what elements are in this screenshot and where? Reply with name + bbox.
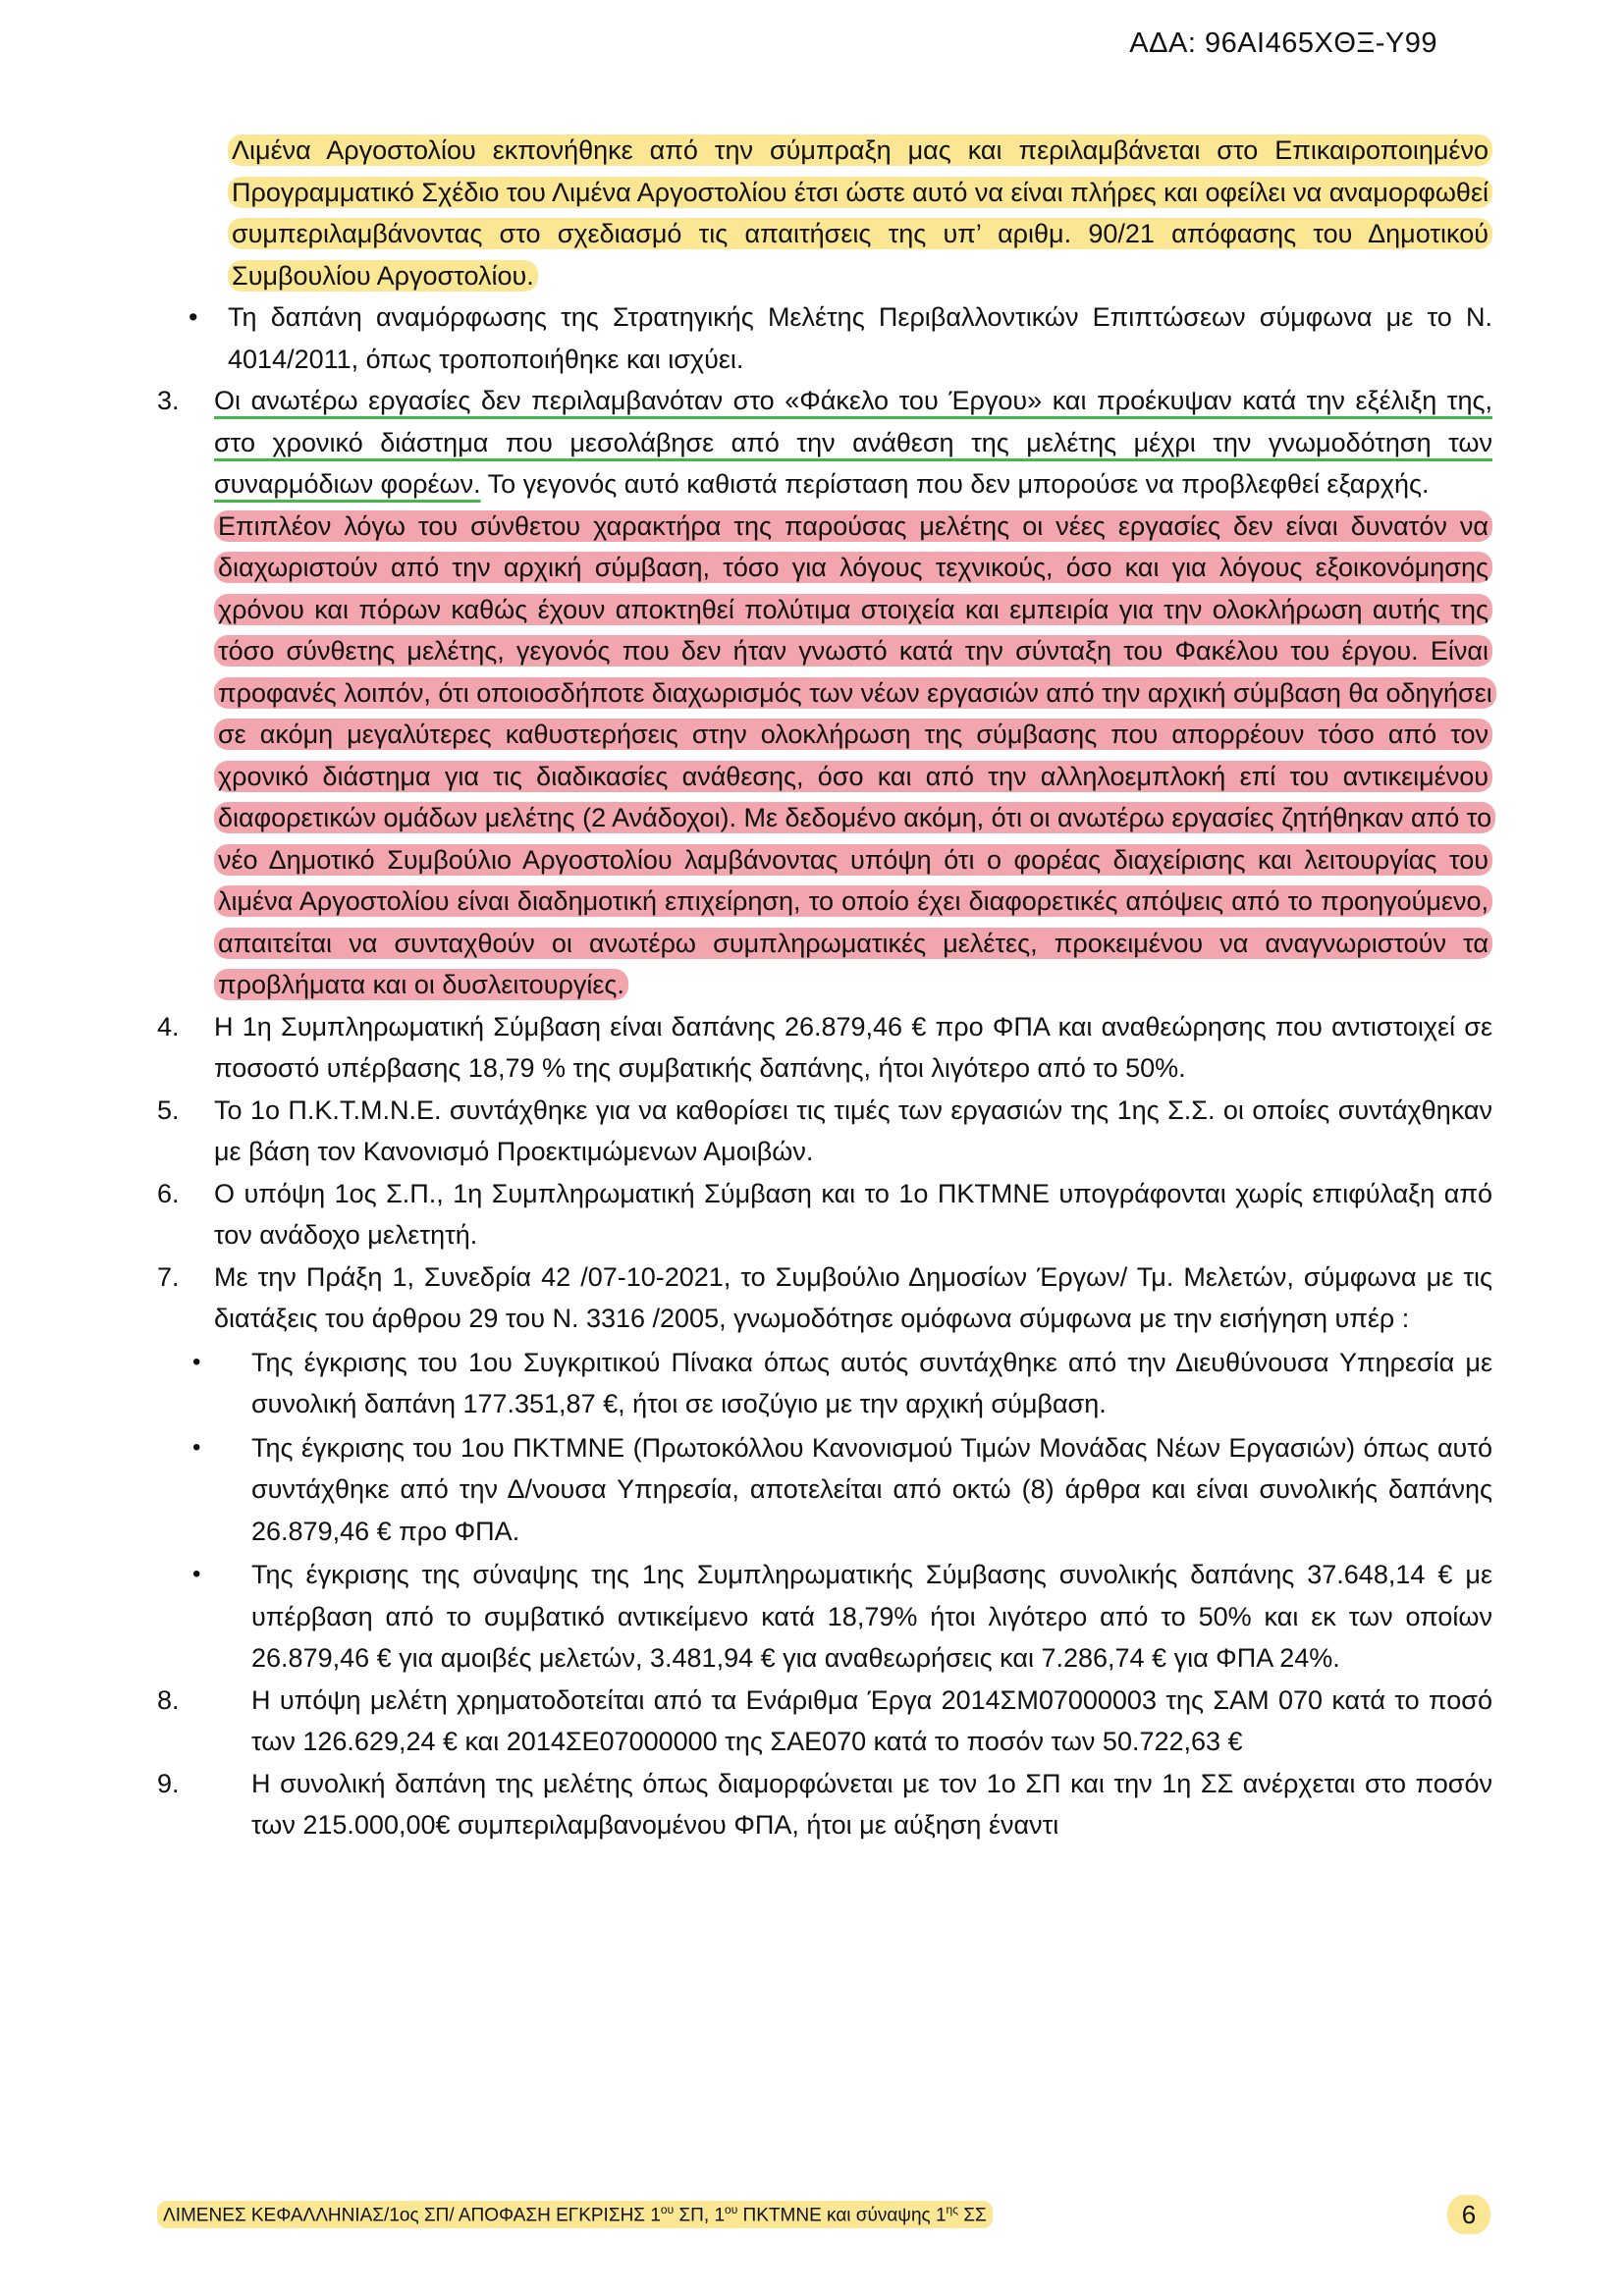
yellow-highlight-text: Λιμένα Αργοστολίου εκπονήθηκε από την σύμπραξη μας και περιλαμβάνεται στο Επικαιροποιημένο Προγραμματικό Σχέδιο του Λιμένα Αργοστολίου έτσι ώστε αυτό να είναι πλήρες και οφείλει να αναμορφωθεί συμπεριλαμβάνοντας στο σχεδιασμό τις απαιτήσεις της υπ’ αριθμ. 90/21 απόφασης του Δημοτικού Συμβουλίου Αργοστολίου. — [228, 134, 1492, 292]
footer-title — [157, 2201, 993, 2228]
item-number: 6. — [157, 1178, 180, 1208]
item-text: Το 1ο Π.Κ.Τ.Μ.Ν.Ε. συντάχθηκε για να καθορίσει τις τιμές των εργασιών της 1ης Σ.Σ. οι οποίες συντάχθηκαν με βάση τον Κανονισμό Προεκτιμώμενων Αμοιβών. — [214, 1095, 1492, 1166]
bullet-text: Της έγκρισης του 1ου Συγκριτικού Πίνακα όπως αυτός συντάχθηκε από την Διευθύνουσα Υπηρεσία με συνολική δαπάνη 177.351,87 €, ήτοι σε ισοζύγιο με την αρχική σύμβαση. — [251, 1347, 1492, 1418]
sub-bullet — [157, 1342, 1492, 1425]
page-number: 6 — [1447, 2195, 1490, 2234]
footer-sup: ου — [660, 2203, 675, 2216]
footer-sup: ης — [946, 2203, 958, 2216]
list-item-5 — [157, 1090, 1492, 1173]
bullet-marker: • — [192, 1561, 201, 1587]
list-item-3 — [157, 380, 1492, 1006]
bullet-marker: • — [192, 1348, 201, 1375]
footer-text: ΛΙΜΕΝΕΣ ΚΕΦΑΛΛΗΝΙΑΣ/1ος ΣΠ/ ΑΠΟΦΑΣΗ ΕΓΚΡΙΣΗΣ 1 — [163, 2205, 661, 2226]
document-body — [157, 130, 1492, 1846]
bullet-text: Τη δαπάνη αναμόρφωσης της Στρατηγικής Μελέτης Περιβαλλοντικών Επιπτώσεων σύμφωνα με το Ν. 4014/2011, όπως τροποποιήθηκε και ισχύει. — [228, 302, 1492, 374]
item-text: Με την Πράξη 1, Συνεδρία 42 /07-10-2021, το Συμβούλιο Δημοσίων Έργων/ Τμ. Μελετών, σύμφωνα με τις διατάξεις του άρθρου 29 του Ν. 3316 /2005, γνωμοδότησε ομόφωνα σύμφωνα με την εισήγηση υπέρ : — [214, 1261, 1492, 1333]
bullet-item — [189, 296, 1492, 380]
list-item-4 — [157, 1006, 1492, 1090]
item-number: 4. — [157, 1011, 180, 1041]
intro-paragraph — [228, 130, 1492, 296]
bullet-marker: • — [192, 1433, 201, 1461]
list-item-7 — [157, 1256, 1492, 1340]
item-text: Η υπόψη μελέτη χρηματοδοτείται από τα Ενάριθμα Έργα 2014ΣΜ07000003 της ΣΑΜ 070 κατά το ποσό των 126.629,24 € και 2014ΣΕ07000000 της ΣΑΕ070 κατά το ποσόν των 50.722,63 € — [251, 1684, 1492, 1756]
item-number: 5. — [157, 1095, 180, 1125]
sub-bullet — [157, 1554, 1492, 1680]
sub-bullet — [157, 1427, 1492, 1553]
item-number: 7. — [157, 1261, 180, 1292]
item-number: 8. — [157, 1684, 180, 1715]
underlined-text: Οι ανωτέρω εργασίες δεν περιλαμβανόταν στο «Φάκελο του Έργου» και προέκυψαν κατά την εξέλιξη της, στο χρονικό διάστημα που μεσολάβησε από την ανάθεση της μελέτης μέχρι την γνωμοδότηση των συναρμόδιων φορέων. — [214, 386, 1492, 499]
item-number: 3. — [157, 386, 180, 415]
item-number: 9. — [157, 1768, 180, 1798]
list-item-8 — [157, 1680, 1492, 1763]
footer-text: ΠΚΤΜΝΕ και σύναψης 1 — [737, 2205, 947, 2226]
list-item-9 — [157, 1763, 1492, 1846]
pink-highlight-text: Επιπλέον λόγω του σύνθετου χαρακτήρα της παρούσας μελέτης οι νέες εργασίες δεν είναι δυνατόν να διαχωριστούν από την αρχική σύμβαση, τόσο για λόγους τεχνικούς, όσο και για λόγους εξοικονόμησης χρόνου και πόρων καθώς έχουν αποκτηθεί πολύτιμα στοιχεία και εμπειρία για την ολοκλήρωση αυτής της τόσο σύνθετης μελέτης, γεγονός που δεν ήταν γνωστό κατά την σύνταξη του Φακέλου του έργου. Είναι προφανές λοιπόν, ότι οποιοσδήποτε διαχωρισμός των νέων εργασιών από την αρχική σύμβαση θα οδηγήσει σε ακόμη μεγαλύτερες καθυστερήσεις στην ολοκλήρωση της σύμβασης που απορρέουν τόσο από τον χρονικό διάστημα για τις διαδικασίες ανάθεσης, όσο και από την αλληλοεμπλοκή επί του αντικειμένου διαφορετικών ομάδων μελέτης (2 Ανάδοχοι). Με δεδομένο ακόμη, ότι οι ανωτέρω εργασίες ζητήθηκαν από το νέο Δημοτικό Συμβούλιο Αργοστολίου λαμβάνοντας υπόψη ότι ο φορέας διαχείρισης και λειτουργίας του λιμένα Αργοστολίου είναι διαδημοτική επιχείρηση, το οποίο έχει διαφορετικές απόψεις από το προηγούμενο, απαιτείται να συνταχθούν οι ανωτέρω συμπληρωματικές μελέτες, προκειμένου να αναγνωριστούν τα προβλήματα και οι δυσλειτουργίες. — [214, 510, 1496, 1001]
item-text: Η 1η Συμπληρωματική Σύμβαση είναι δαπάνης 26.879,46 € προ ΦΠΑ και αναθεώρησης που αντιστοιχεί σε ποσοστό υπέρβασης 18,79 % της συμβατικής δαπάνης, ήτοι λιγότερο από το 50%. — [214, 1011, 1492, 1083]
bullet-text: Της έγκρισης της σύναψης της 1ης Συμπληρωματικής Σύμβασης συνολικής δαπάνης 37.648,14 € με υπέρβαση από το συμβατικό αντικείμενο κατά 18,79% ήτοι λιγότερο από το 50% και εκ των οποίων 26.879,46 € για αμοιβές μελετών, 3.481,94 € για αναθεωρήσεις και 7.286,74 € για ΦΠΑ 24%. — [251, 1560, 1492, 1673]
footer-sup: ου — [725, 2203, 738, 2216]
bullet-text: Της έγκρισης του 1ου ΠΚΤΜΝΕ (Πρωτοκόλλου Κανονισμού Τιμών Μονάδας Νέων Εργασιών) όπως αυτό συντάχθηκε από την Δ/νουσα Υπηρεσία, αποτελείται από οκτώ (8) άρθρα και είναι συνολικής δαπάνης 26.879,46 € προ ΦΠΑ. — [251, 1432, 1492, 1546]
item-text: Το γεγονός αυτό καθιστά περίσταση που δεν μπορούσε να προβλεφθεί εξαρχής. — [480, 469, 1430, 499]
bullet-marker: • — [189, 302, 198, 332]
list-item-6 — [157, 1173, 1492, 1256]
footer-text: ΣΠ, 1 — [674, 2205, 726, 2226]
item-text: Η συνολική δαπάνη της μελέτης όπως διαμορφώνεται με τον 1ο ΣΠ και την 1η ΣΣ ανέρχεται στο ποσόν των 215.000,00€ συμπεριλαμβανομένου ΦΠΑ, ήτοι με αύξηση έναντι — [251, 1768, 1492, 1840]
footer-text: ΣΣ — [957, 2205, 987, 2226]
ada-code: ΑΔΑ: 96ΑΙ465ΧΘΞ-Υ99 — [1129, 27, 1437, 59]
item-text: Ο υπόψη 1ος Σ.Π., 1η Συμπληρωματική Σύμβαση και το 1ο ΠΚΤΜΝΕ υπογράφονται χωρίς επιφύλαξη από τον ανάδοχο μελετητή. — [214, 1178, 1492, 1250]
